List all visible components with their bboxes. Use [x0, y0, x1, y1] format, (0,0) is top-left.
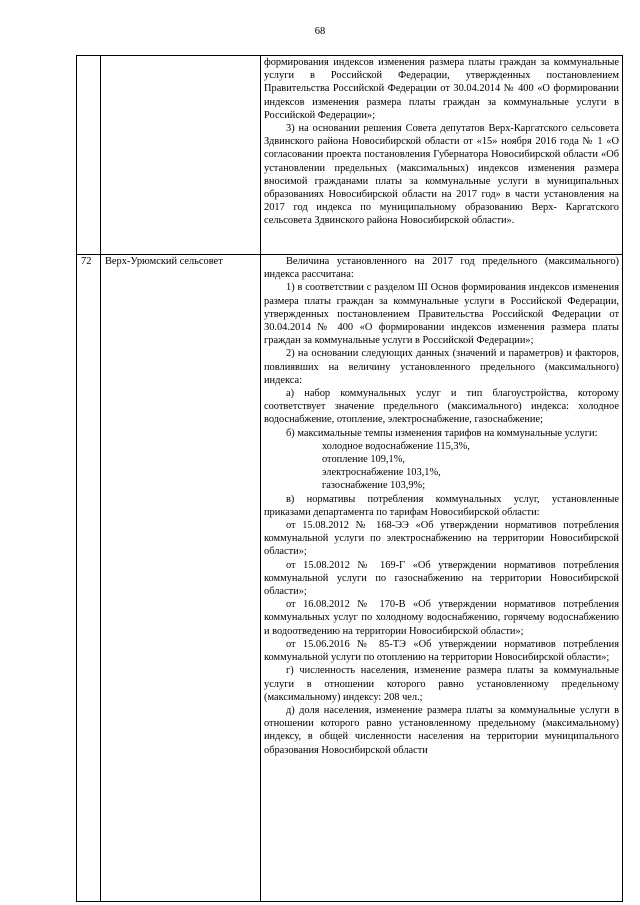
- tariff-item: электроснабжение 103,1%,: [322, 467, 441, 479]
- paragraph: от 15.08.2012 № 169-Г «Об утверждении нормативов потребления коммунальной услуги по газоснабжению на территории Новосибирской области»;: [264, 559, 619, 598]
- paragraph: от 16.08.2012 № 170-В «Об утверждении нормативов потребления коммунальных услуг по холодному водоснабжению, горячему водоснабжению и водоотведению на территории Новосибирской области»;: [264, 599, 619, 637]
- row-number: [77, 56, 101, 255]
- paragraph: 2) на основании следующих данных (значений и параметров) и факторов, повлиявших на величину установленного предельного (максимального) индекса:: [264, 348, 619, 386]
- paragraph: от 15.08.2012 № 168-ЭЭ «Об утверждении нормативов потребления коммунальной услуги по электроснабжению на территории Новосибирской области»;: [264, 520, 619, 558]
- paragraph: б) максимальные темпы изменения тарифов на коммунальные услуги:: [286, 427, 598, 439]
- paragraph: д) доля населения, изменение размера платы за коммунальные услуги в отношении которого равно установленному предельному (максимальному) индексу, в общей численности населения на территории муниципального образования Новосибирской области: [264, 704, 619, 756]
- indices-table: [76, 55, 623, 902]
- row-text: [261, 255, 623, 902]
- municipality-name: [101, 56, 261, 255]
- paragraph: г) численность населения, изменение размера платы за коммунальные услуги в отношении которого равно установленному предельному (максимальному) индексу: 208 чел.;: [264, 665, 619, 703]
- paragraph: 1) в соответствии с разделом III Основ формирования индексов изменения размера платы граждан за коммунальные услуги в Российской Федерации, утвержденных постановлением Правительства Российской Федерации от 30.04.2014 № 400 «О формировании индексов изменения размера платы граждан за коммунальные услуги в Российской Федерации»;: [264, 282, 619, 347]
- page-number: 68: [314, 26, 326, 37]
- paragraph: от 15.06.2016 № 85-ТЭ «Об утверждении нормативов потребления коммунальной услуги по отоплению на территории Новосибирской области»;: [264, 638, 619, 664]
- table-row: [77, 56, 623, 255]
- paragraph: формирования индексов изменения размера платы граждан за коммунальные услуги в Российской Федерации, утвержденных постановлением Правительства Российской Федерации от 30.04.2014 № 400 «О формировании индексов изменения размера платы граждан за коммунальные услуги в Российской Федерации»;: [264, 57, 619, 121]
- row-text: [261, 56, 623, 255]
- municipality-name: Верх-Урюмский сельсовет: [101, 255, 261, 902]
- tariff-item: холодное водоснабжение 115,3%,: [322, 440, 470, 452]
- paragraph: Величина установленного на 2017 год предельного (максимального) индекса рассчитана:: [264, 256, 619, 281]
- tariff-item: отопление 109,1%,: [322, 454, 405, 466]
- table-row: [77, 255, 623, 902]
- tariff-item: газоснабжение 103,9%;: [322, 480, 426, 492]
- paragraph: а) набор коммунальных услуг и тип благоустройства, которому соответствует значение предельного (максимального) индекса: холодное водоснабжение, отопление, электроснабжение, газоснабжение;: [264, 388, 619, 426]
- row-number: 72: [77, 255, 101, 902]
- paragraph: 3) на основании решения Совета депутатов Верх-Каргатского сельсовета Здвинского района Новосибирской области от «15» ноября 2016 года № 1 «О согласовании проекта постановления Губернатора Новосибирской области «Об установлении предельных (максимальных) индексов изменения размера вносимой гражданами платы за коммунальные услуги в муниципальных образованиях Новосибирской области на 2017 год» в части установления на 2017 год индекса по муниципальному образованию Верх- Каргатского сельсовета Здвинского района Новосибирской области».: [264, 123, 619, 227]
- paragraph: в) нормативы потребления коммунальных услуг, установленные приказами департамента по тарифам Новосибирской области:: [264, 493, 619, 518]
